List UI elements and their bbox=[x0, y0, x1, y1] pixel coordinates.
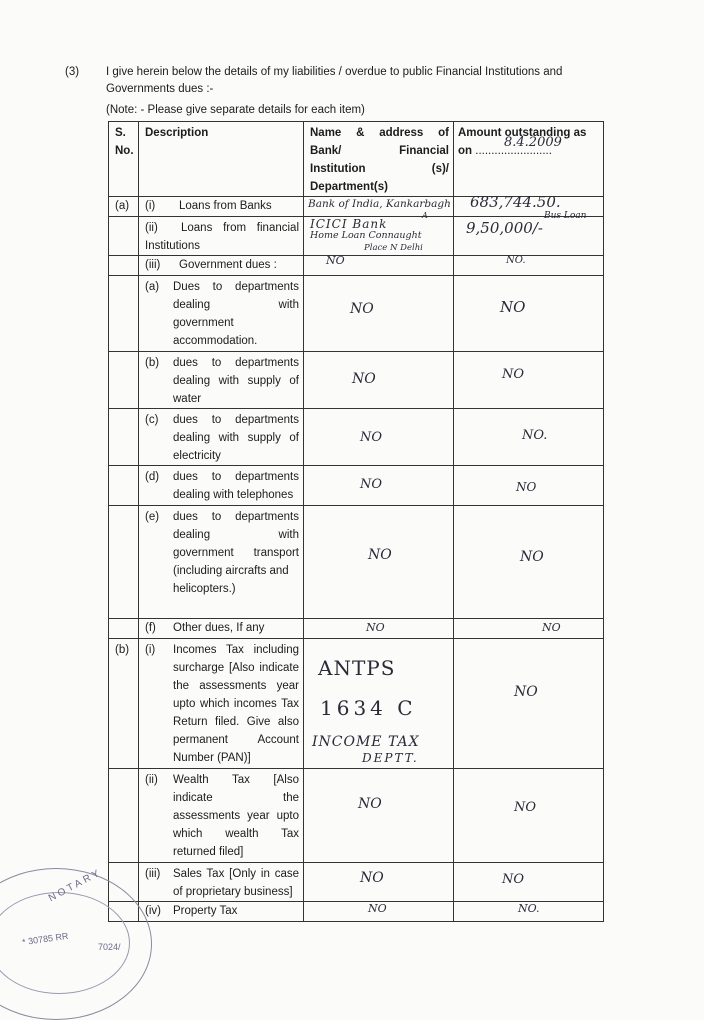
stamp-text: NOTARY bbox=[46, 866, 104, 905]
name-handwritten: NO bbox=[366, 621, 385, 634]
amount-handwritten: NO. bbox=[518, 902, 540, 915]
row-number: (b) bbox=[145, 357, 160, 369]
row-description: dues to departments bbox=[173, 414, 299, 426]
header-name-line3: Institution (s)/ bbox=[310, 163, 449, 175]
row-number: (i) bbox=[145, 644, 156, 656]
row-description-2: dealing with bbox=[173, 529, 299, 541]
amount-handwritten: NO bbox=[514, 684, 538, 700]
amount-handwritten: 683,744.50. bbox=[470, 193, 561, 211]
row-description-4: which wealth Tax bbox=[173, 828, 299, 840]
amount-handwritten: NO bbox=[542, 621, 561, 634]
row-description: Government dues : bbox=[179, 259, 277, 271]
header-name-line2: Bank/ Financial bbox=[310, 145, 449, 157]
row-description-3: the assessments year bbox=[173, 680, 299, 692]
row-description: Loans from financial bbox=[181, 222, 299, 234]
row-number: (iii) bbox=[145, 259, 161, 271]
row-description-4: accommodation. bbox=[173, 335, 258, 347]
row-number: (c) bbox=[145, 414, 159, 426]
amount-handwritten: NO bbox=[514, 800, 537, 815]
table-row bbox=[109, 197, 604, 217]
row-description-2: dealing with supply of bbox=[173, 375, 299, 387]
section-number: (3) bbox=[65, 66, 80, 78]
table-row bbox=[109, 902, 604, 922]
header-sno: S. bbox=[115, 127, 126, 139]
bank-name-handwritten: Bank of India, Kankarbagh bbox=[308, 198, 451, 210]
row-label-b: (b) bbox=[115, 644, 130, 656]
name-handwritten: NO bbox=[358, 796, 382, 812]
name-handwritten: NO bbox=[360, 477, 383, 492]
amount-note: Bus Loan bbox=[544, 211, 587, 221]
intro-line-1: I give herein below the details of my liabilities / overdue to public Financial Institutions and bbox=[106, 66, 563, 78]
row-number: (iii) bbox=[145, 868, 161, 880]
bank-name-line3: Place N Delhi bbox=[364, 243, 423, 253]
header-description: Description bbox=[145, 127, 209, 139]
header-amount-line1: Amount outstanding as bbox=[458, 127, 587, 139]
pan-handwritten: ANTPS bbox=[318, 656, 396, 680]
amount-handwritten: NO bbox=[502, 872, 525, 887]
amount-handwritten: NO bbox=[516, 480, 537, 494]
row-description-5: helicopters.) bbox=[173, 583, 236, 595]
row-description-3: electricity bbox=[173, 450, 221, 462]
row-description-3: government bbox=[173, 317, 234, 329]
row-description: Incomes Tax including bbox=[173, 644, 299, 656]
table-row bbox=[109, 256, 604, 276]
row-description-5: returned filed] bbox=[173, 846, 244, 858]
row-description-4: upto which incomes Tax bbox=[173, 698, 299, 710]
table-row bbox=[109, 769, 604, 863]
amount-handwritten: NO bbox=[500, 298, 526, 316]
row-description: Dues to departments bbox=[173, 281, 299, 293]
row-label-a: (a) bbox=[115, 200, 130, 212]
dept-handwritten: INCOME TAX bbox=[312, 734, 420, 750]
dept-handwritten-2: DEPTT. bbox=[362, 751, 419, 765]
row-description-2: dealing with supply of bbox=[173, 432, 299, 444]
row-description-7: Number (PAN)] bbox=[173, 752, 251, 764]
liabilities-table bbox=[108, 121, 604, 922]
row-description-6: permanent Account bbox=[173, 734, 299, 746]
row-description-2: dealing with telephones bbox=[173, 489, 294, 501]
table-row bbox=[109, 466, 604, 506]
row-description: Wealth Tax [Also bbox=[173, 774, 299, 786]
row-description: Loans from Banks bbox=[179, 200, 272, 212]
row-description: Property Tax bbox=[173, 905, 238, 917]
row-description-2: dealing with bbox=[173, 299, 299, 311]
name-handwritten: NO bbox=[360, 870, 384, 886]
table-row bbox=[109, 409, 604, 466]
row-number: (ii) bbox=[145, 774, 158, 786]
stamp-number-2: 7024/ bbox=[98, 942, 121, 952]
name-handwritten: NO bbox=[350, 301, 374, 317]
table-row bbox=[109, 506, 604, 619]
row-description: Other dues, If any bbox=[173, 622, 265, 634]
row-number: (iv) bbox=[145, 905, 161, 917]
amount-handwritten: NO. bbox=[522, 428, 548, 443]
table-row bbox=[109, 352, 604, 409]
header-sno-2: No. bbox=[115, 145, 134, 157]
bank-name-line2: Home Loan Connaught bbox=[310, 230, 422, 241]
stamp-number: * 30785 RR bbox=[21, 930, 70, 948]
row-description: Sales Tax [Only in case bbox=[173, 868, 299, 880]
table-row bbox=[109, 863, 604, 902]
row-number: (ii) bbox=[145, 222, 158, 234]
table-row bbox=[109, 276, 604, 352]
row-description-3: government transport bbox=[173, 547, 299, 559]
row-number: (e) bbox=[145, 511, 160, 523]
header-amount-date: 8.4.2009 bbox=[504, 135, 562, 150]
name-handwritten: NO bbox=[368, 547, 392, 563]
note-text: (Note: - Please give separate details for each item) bbox=[106, 104, 365, 116]
intro-line-2: Governments dues :- bbox=[106, 83, 214, 95]
row-description-2: indicate the bbox=[173, 792, 299, 804]
row-number: (a) bbox=[145, 281, 160, 293]
header-name-line1: Name & address of bbox=[310, 127, 449, 139]
row-number: (d) bbox=[145, 471, 160, 483]
row-description-2: surcharge [Also indicate bbox=[173, 662, 299, 674]
row-number: (i) bbox=[145, 200, 156, 212]
table-row bbox=[109, 619, 604, 639]
row-description-2: of proprietary business] bbox=[173, 886, 293, 898]
table-row bbox=[109, 639, 604, 769]
table-row bbox=[109, 217, 604, 256]
amount-handwritten: 9,50,000/- bbox=[466, 219, 543, 237]
table-header-row bbox=[109, 122, 604, 197]
row-description-3: assessments year upto bbox=[173, 810, 299, 822]
amount-handwritten: NO. bbox=[506, 255, 526, 266]
header-amount-on: on bbox=[458, 145, 473, 157]
header-amount-dots: ........................ bbox=[475, 145, 552, 157]
row-description-5: Return filed. Give also bbox=[173, 716, 299, 728]
row-description: dues to departments bbox=[173, 471, 299, 483]
pan-handwritten-2: 1634 C bbox=[320, 696, 417, 720]
row-description: dues to departments bbox=[173, 357, 299, 369]
amount-handwritten: NO bbox=[520, 549, 544, 565]
row-description-3: water bbox=[173, 393, 202, 405]
header-name-line4: Department(s) bbox=[310, 181, 388, 193]
name-handwritten: NO bbox=[360, 430, 383, 445]
row-number: (f) bbox=[145, 622, 156, 634]
amount-handwritten: NO bbox=[502, 367, 525, 382]
name-handwritten: NO bbox=[352, 371, 376, 387]
bank-name-handwritten: ICICI Bank bbox=[310, 217, 388, 231]
row-description-4: (including aircrafts and bbox=[173, 565, 289, 577]
bank-name-sub: A bbox=[422, 211, 428, 220]
row-description-2: Institutions bbox=[145, 240, 200, 252]
name-handwritten: NO bbox=[368, 902, 387, 915]
row-description: dues to departments bbox=[173, 511, 299, 523]
name-handwritten: NO bbox=[326, 254, 345, 267]
